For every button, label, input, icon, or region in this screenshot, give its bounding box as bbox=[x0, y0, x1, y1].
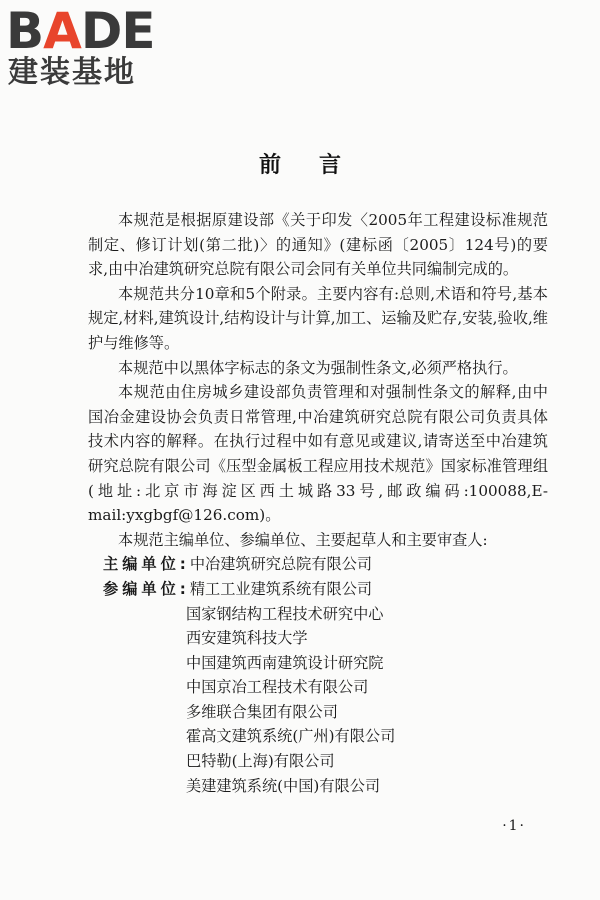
list-item: 国家钢结构工程技术研究中心 bbox=[186, 604, 384, 623]
paragraph-mandatory: 本规范中以黑体字标志的条文为强制性条文,必须严格执行。 bbox=[118, 358, 518, 377]
list-item: 霍高文建筑系统(广州)有限公司 bbox=[186, 727, 396, 746]
paragraph-basis: 本规范是根据原建设部《关于印发〈2005年工程建设标准规范制定、修订计划(第二批)〉的通知》(建标函〔2005〕124号)的要求,由中冶建筑研究总院有限公司会同有关单位共同编制完成的。 bbox=[88, 211, 548, 279]
chief-unit-label: 主编单位: bbox=[103, 555, 190, 574]
participating-unit-line bbox=[88, 577, 548, 602]
paragraph-contents: 本规范共分10章和5个附录。主要内容有:总则,术语和符号,基本规定,材料,建筑设计,结构设计与计算,加工、运输及贮存,安装,验收,维护与维修等。 bbox=[88, 284, 548, 352]
participating-unit-name: 精工工业建筑系统有限公司 bbox=[189, 579, 373, 598]
logo-wordmark: BADE bbox=[6, 2, 155, 60]
list-item: 巴特勒(上海)有限公司 bbox=[186, 752, 335, 771]
participating-unit-label: 参编单位: bbox=[103, 579, 190, 598]
list-item: 中国建筑西南建筑设计研究院 bbox=[186, 653, 384, 672]
list-item: 美建建筑系统(中国)有限公司 bbox=[186, 776, 381, 795]
list-item: 多维联合集团有限公司 bbox=[186, 702, 338, 721]
preface-body bbox=[88, 208, 548, 798]
page-title: 前言 bbox=[258, 153, 379, 178]
paragraph-management: 本规范由住房城乡建设部负责管理和对强制性条文的解释,由中国冶金建设协会负责日常管理,中冶建筑研究总院有限公司负责具体技术内容的解释。在执行过程中如有意见或建议,请寄送至中冶建筑研究总院有限公司《压型金属板工程应用技术规范》国家标准管理组(地址:北京市海淀区西土城路33号,邮政编码:100088,E-mail:yxgbgf@126.com)。 bbox=[88, 383, 548, 525]
chief-unit-line bbox=[88, 552, 548, 577]
logo-subtitle: 建装基地 bbox=[8, 55, 136, 90]
paragraph-units-intro: 本规范主编单位、参编单位、主要起草人和主要审查人: bbox=[118, 530, 488, 549]
list-item: 中国京冶工程技术有限公司 bbox=[186, 678, 369, 697]
bade-logo bbox=[6, 2, 181, 92]
page-number: ·1· bbox=[502, 818, 526, 834]
chief-unit-name: 中冶建筑研究总院有限公司 bbox=[189, 555, 373, 574]
list-item: 西安建筑科技大学 bbox=[186, 629, 308, 648]
participating-unit-list bbox=[88, 602, 548, 799]
